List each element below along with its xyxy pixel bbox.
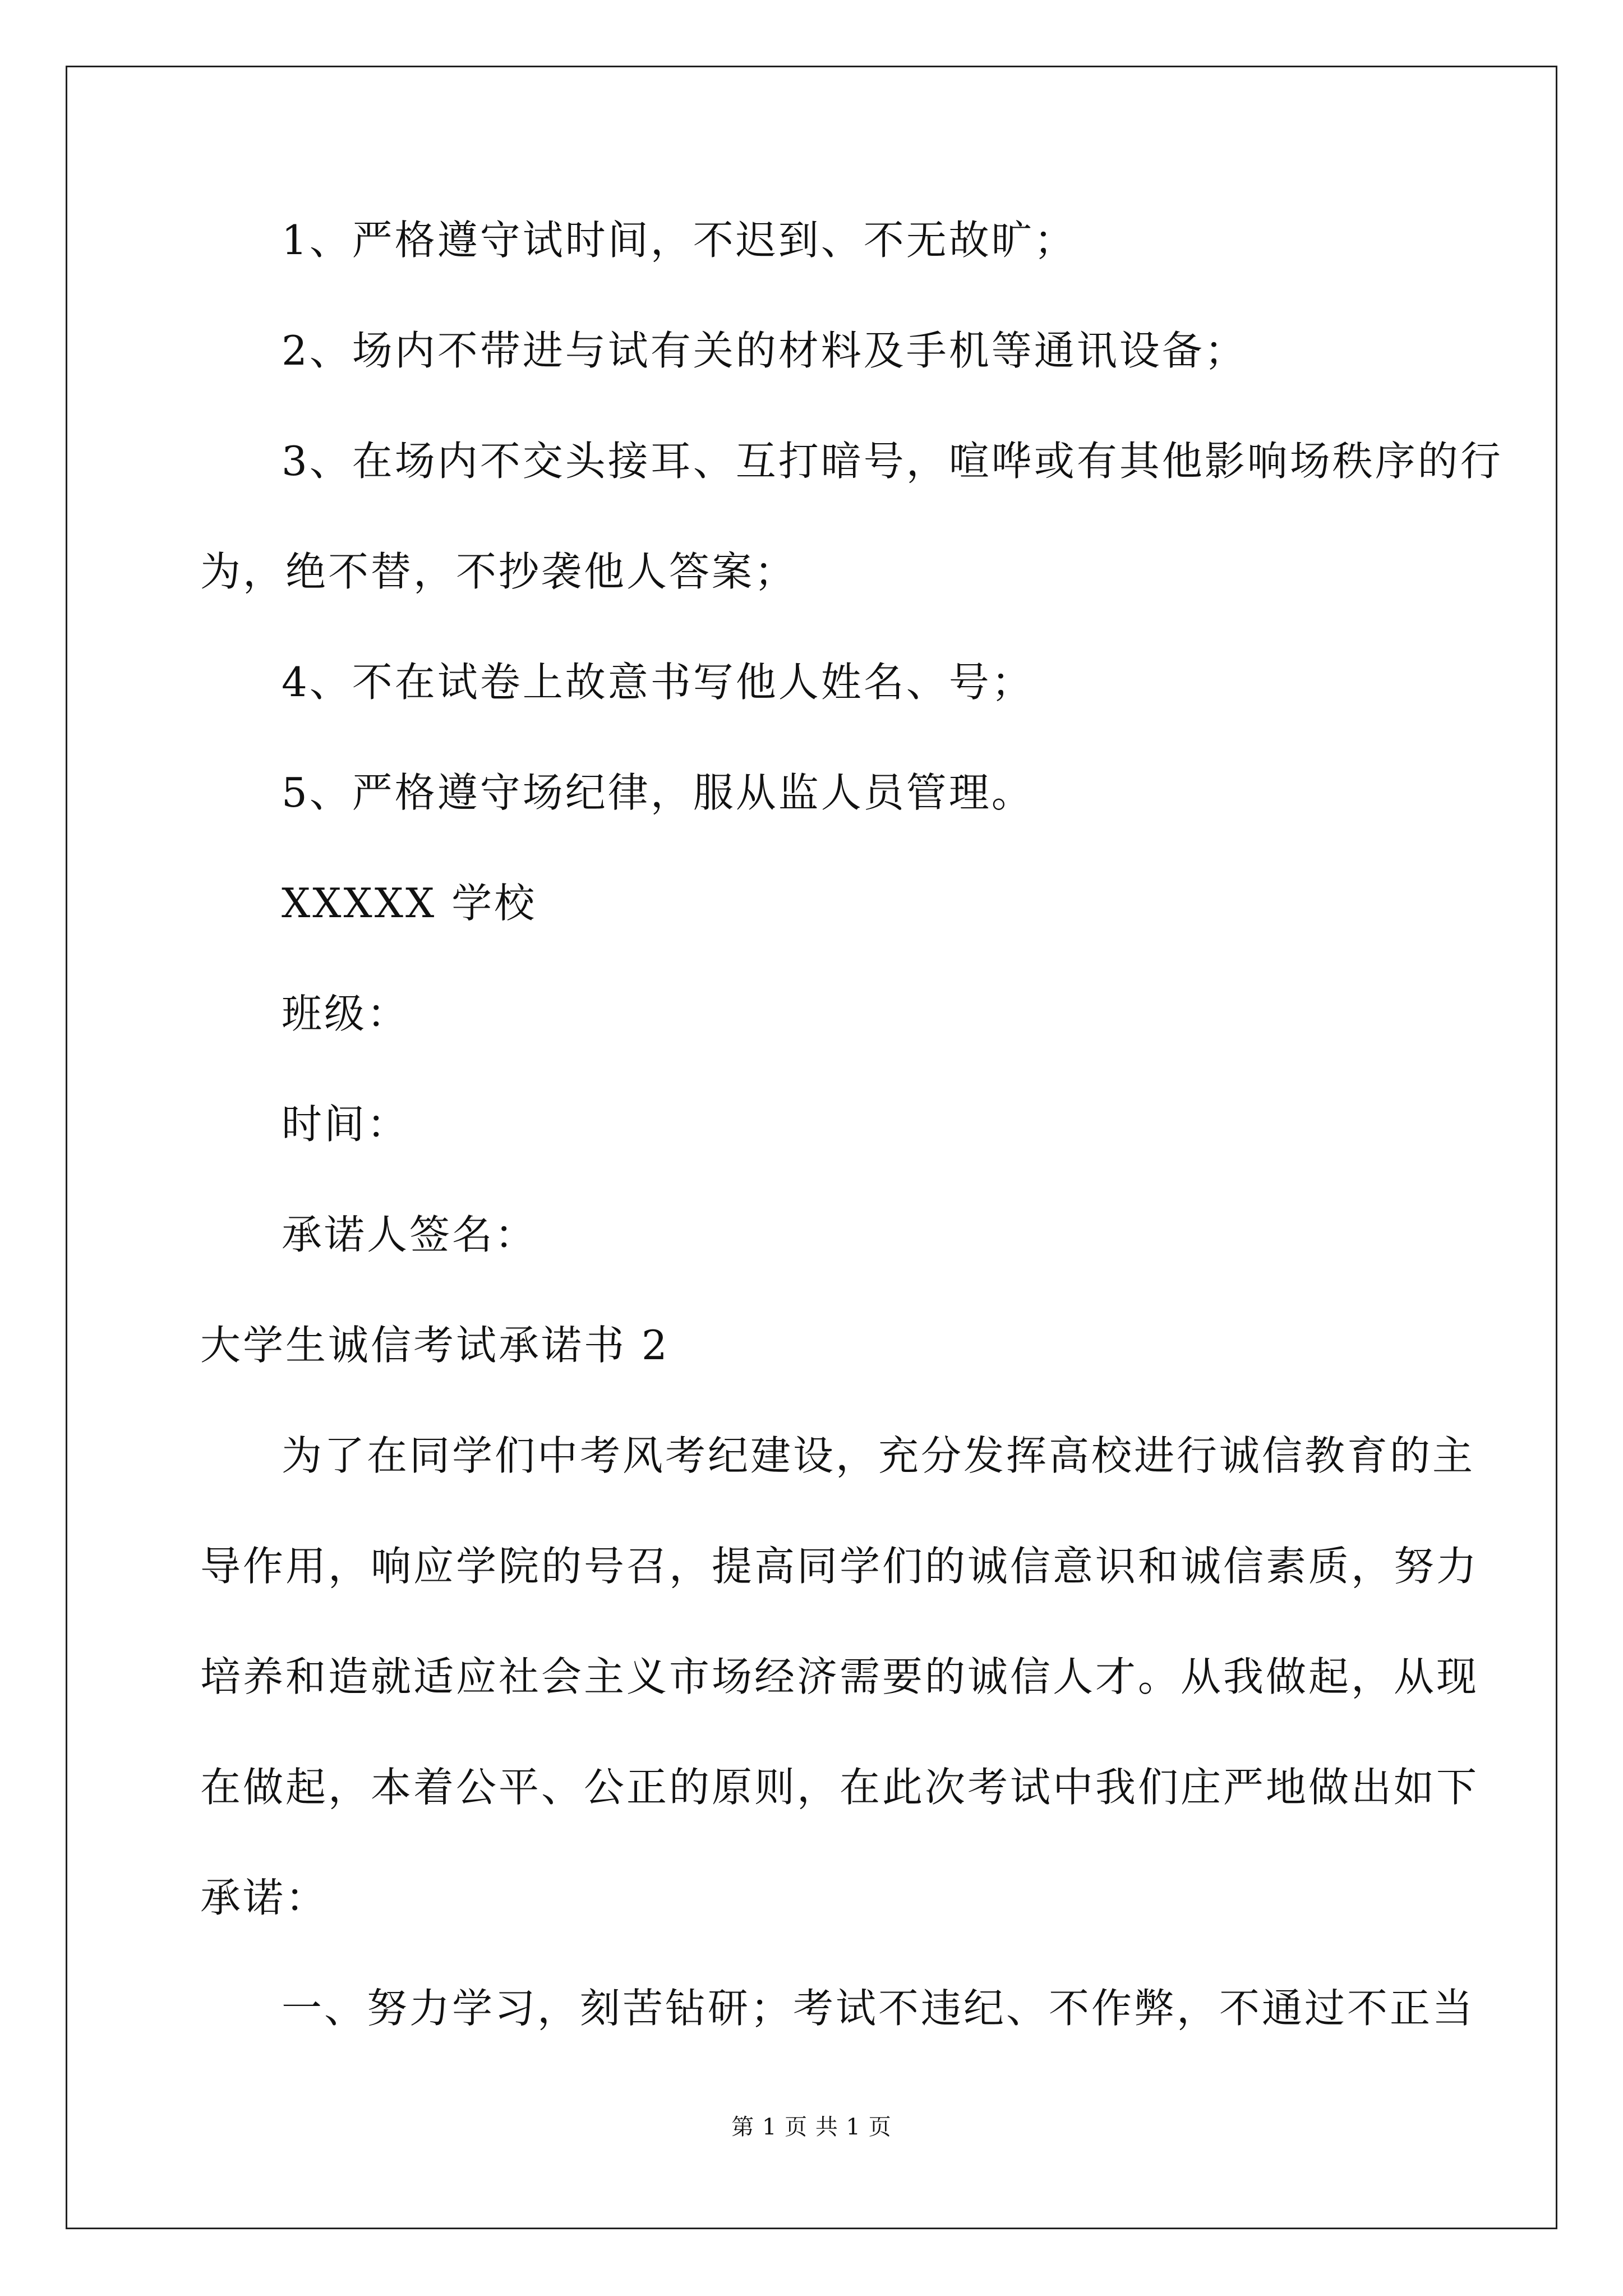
text-line: XXXXX 学校 xyxy=(282,880,537,927)
text-line: 一、努力学习，刻苦钻研；考试不违纪、不作弊，不通过不正当 xyxy=(282,1985,1476,2032)
text-line: 时间： xyxy=(282,1101,410,1148)
text-line: 承诺人签名： xyxy=(282,1211,538,1258)
text-line: 2、场内不带进与试有关的材料及手机等通讯设备； xyxy=(282,327,1247,374)
page-footer: 第 1 页 共 1 页 xyxy=(731,2114,892,2140)
text-line: 4、不在试卷上故意书写他人姓名、号； xyxy=(282,659,1034,706)
text-line: 为了在同学们中考风考纪建设，充分发挥高校进行诚信教育的主 xyxy=(282,1432,1476,1479)
text-line: 1、严格遵守试时间，不迟到、不无故旷； xyxy=(282,217,1077,264)
document-body xyxy=(200,213,1503,2036)
text-line: 在做起，本着公平、公正的原则，在此次考试中我们庄严地做出如下 xyxy=(200,1764,1479,1811)
text-line: 培养和造就适应社会主义市场经济需要的诚信人才。从我做起，从现 xyxy=(200,1653,1479,1700)
text-line: 班级： xyxy=(282,990,410,1037)
text-line: 5、严格遵守场纪律，服从监人员管理。 xyxy=(282,769,1034,816)
section-heading: 大学生诚信考试承诺书 2 xyxy=(200,1322,670,1369)
text-line: 承诺： xyxy=(200,1874,329,1921)
text-line: 为，绝不替，不抄袭他人答案； xyxy=(200,548,797,595)
text-line: 3、在场内不交头接耳、互打暗号，喧哗或有其他影响场秩序的行 xyxy=(282,438,1503,485)
text-line: 导作用，响应学院的号召，提高同学们的诚信意识和诚信素质，努力 xyxy=(200,1543,1479,1590)
